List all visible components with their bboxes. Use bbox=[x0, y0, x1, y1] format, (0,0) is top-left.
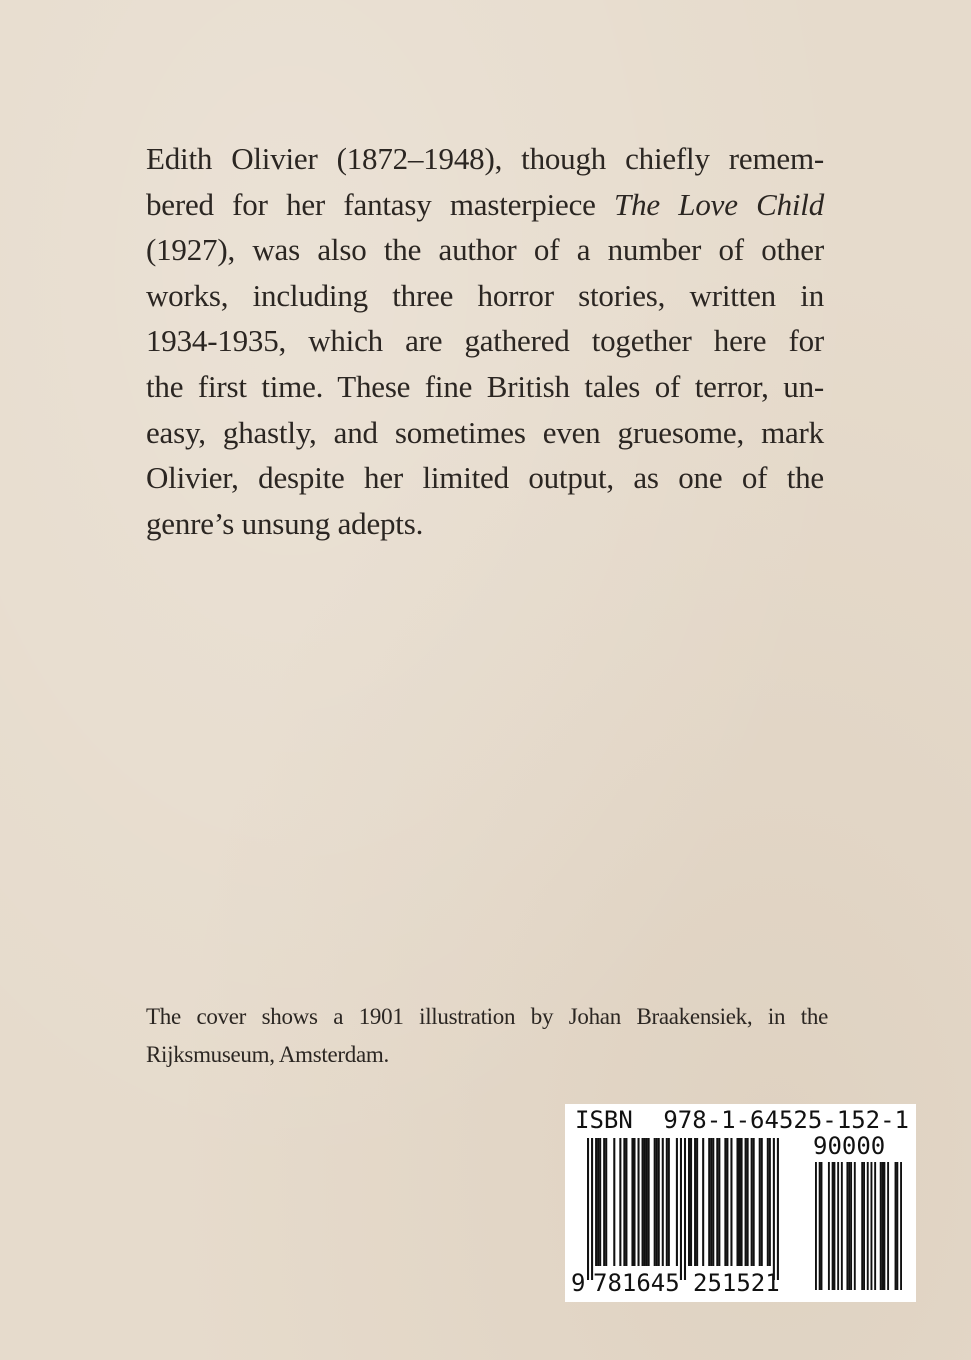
barcode-bar bbox=[603, 1138, 605, 1266]
barcode-bar bbox=[759, 1138, 761, 1266]
addon-bar bbox=[854, 1162, 856, 1290]
barcode-bar bbox=[668, 1138, 670, 1266]
price-addon-number: 90000 bbox=[813, 1132, 886, 1160]
addon-bar bbox=[871, 1162, 873, 1290]
barcode-bar bbox=[642, 1138, 644, 1266]
description-line: 1934-1935, which are gathered together here for bbox=[146, 323, 824, 359]
barcode-bar bbox=[753, 1138, 755, 1266]
barcode-bar bbox=[633, 1138, 635, 1266]
addon-bar bbox=[867, 1162, 869, 1290]
barcode-bar bbox=[656, 1138, 658, 1266]
barcode-bar bbox=[654, 1138, 656, 1266]
barcode-bar bbox=[631, 1138, 633, 1266]
barcode-bar bbox=[597, 1138, 599, 1266]
barcode-bar bbox=[625, 1138, 627, 1266]
barcode-bar bbox=[745, 1138, 747, 1266]
barcode-bar bbox=[690, 1138, 692, 1266]
barcode-bar bbox=[599, 1138, 601, 1266]
barcode-bar bbox=[595, 1138, 597, 1266]
addon-bar bbox=[880, 1162, 882, 1290]
addon-bar bbox=[819, 1162, 821, 1290]
description-line: the first time. These fine British tales of terror, un- bbox=[146, 368, 824, 404]
barcode-guard-bar bbox=[680, 1138, 682, 1280]
barcode-guard-bar bbox=[684, 1138, 686, 1280]
barcode-bar bbox=[716, 1138, 718, 1266]
barcode-bar bbox=[648, 1138, 650, 1266]
barcode-guard-bar bbox=[587, 1138, 589, 1280]
barcode-guard-bar bbox=[777, 1138, 779, 1280]
barcode-bar bbox=[676, 1138, 678, 1266]
description-line bbox=[146, 182, 824, 228]
barcode-guard-bar bbox=[591, 1138, 593, 1280]
barcode-bar bbox=[638, 1138, 640, 1266]
description-line: genre’s unsung adepts. bbox=[146, 505, 424, 541]
book-description bbox=[146, 136, 824, 546]
addon-bar bbox=[828, 1162, 830, 1290]
book-title-italic: The Love Child bbox=[614, 186, 824, 222]
addon-bar bbox=[848, 1162, 850, 1290]
barcode-bar bbox=[688, 1138, 690, 1266]
description-line: Olivier, despite her limited output, as one of the bbox=[146, 460, 824, 496]
addon-bar bbox=[837, 1162, 839, 1290]
barcode-guard-bar bbox=[773, 1138, 775, 1280]
cover-credit-line: Rijksmuseum, Amsterdam. bbox=[146, 1042, 389, 1067]
barcode-lead-digit: 9 bbox=[571, 1269, 586, 1297]
barcode-left-digits: 781645 bbox=[593, 1269, 680, 1297]
addon-bar bbox=[815, 1162, 817, 1290]
cover-credit-line: The cover shows a 1901 illustration by Johan Braakensiek, in the bbox=[146, 1004, 828, 1029]
barcode-right-digits: 251521 bbox=[693, 1269, 780, 1297]
barcode-bar bbox=[726, 1138, 728, 1266]
addon-bar bbox=[832, 1162, 834, 1290]
barcode-bar bbox=[708, 1138, 710, 1266]
cover-credit bbox=[146, 998, 828, 1074]
barcode-bar bbox=[623, 1138, 625, 1266]
barcode-bar bbox=[694, 1138, 696, 1266]
barcode-bar bbox=[696, 1138, 698, 1266]
addon-bar bbox=[874, 1162, 876, 1290]
barcode-bar bbox=[747, 1138, 749, 1266]
barcode-bar bbox=[712, 1138, 714, 1266]
addon-bar bbox=[882, 1162, 884, 1290]
barcode-bar bbox=[761, 1138, 763, 1266]
barcode-bar bbox=[751, 1138, 753, 1266]
isbn-label: ISBN 978-1-64525-152-1 bbox=[575, 1106, 909, 1134]
addon-bar bbox=[834, 1162, 836, 1290]
barcode-bar bbox=[646, 1138, 648, 1266]
addon-bar bbox=[896, 1162, 898, 1290]
barcode-bar bbox=[718, 1138, 720, 1266]
addon-bar bbox=[883, 1162, 885, 1290]
barcode-bar bbox=[736, 1138, 738, 1266]
barcode-bar bbox=[613, 1138, 615, 1266]
addon-bar bbox=[850, 1162, 852, 1290]
barcode-bar bbox=[710, 1138, 712, 1266]
description-line: (1927), was also the author of a number of other bbox=[146, 232, 824, 268]
addon-bar bbox=[821, 1162, 823, 1290]
addon-bar bbox=[861, 1162, 863, 1290]
barcode-bar bbox=[658, 1138, 660, 1266]
description-line: easy, ghastly, and sometimes even gruesome, mark bbox=[146, 414, 824, 450]
barcode-bar bbox=[741, 1138, 743, 1266]
barcode-bar bbox=[739, 1138, 741, 1266]
description-line: Edith Olivier (1872–1948), though chiefly remem- bbox=[146, 141, 824, 176]
description-line: works, including three horror stories, written in bbox=[146, 277, 824, 313]
addon-bar bbox=[841, 1162, 843, 1290]
barcode-bar bbox=[619, 1138, 621, 1266]
barcode-bar bbox=[662, 1138, 664, 1266]
barcode-bar bbox=[724, 1138, 726, 1266]
barcode-bar bbox=[767, 1138, 769, 1266]
description-line-text: bered for her fantasy masterpiece bbox=[146, 186, 615, 222]
addon-bar bbox=[863, 1162, 865, 1290]
addon-bar bbox=[887, 1162, 889, 1290]
addon-bar bbox=[895, 1162, 897, 1290]
barcode-bar bbox=[702, 1138, 704, 1266]
addon-bar bbox=[846, 1162, 848, 1290]
barcode-bar bbox=[666, 1138, 668, 1266]
barcode-bar bbox=[605, 1138, 607, 1266]
barcode-bar bbox=[644, 1138, 646, 1266]
isbn-barcode bbox=[565, 1104, 916, 1302]
barcode-bar bbox=[769, 1138, 771, 1266]
addon-bar bbox=[900, 1162, 902, 1290]
barcode-bar bbox=[730, 1138, 732, 1266]
